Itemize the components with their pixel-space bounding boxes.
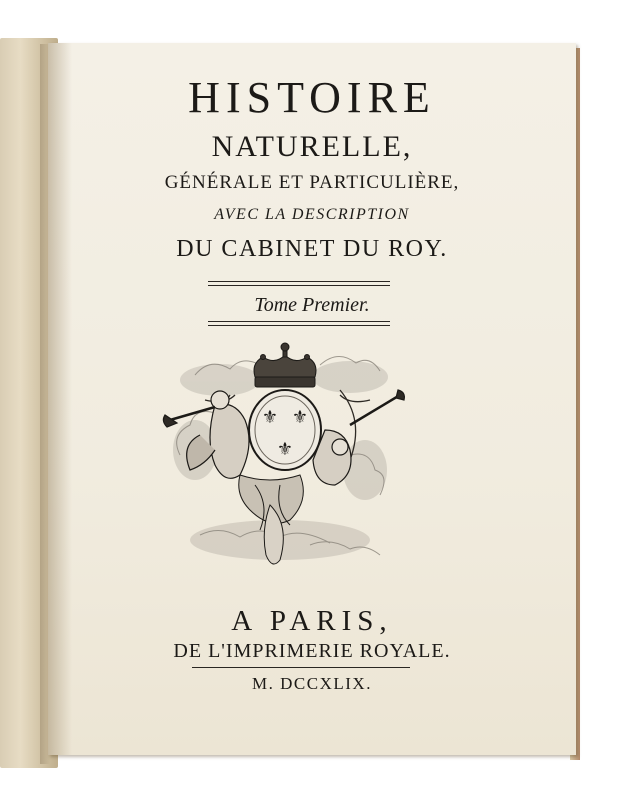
title-line-avec: AVEC LA DESCRIPTION <box>214 206 410 223</box>
svg-text:⚜: ⚜ <box>276 439 294 460</box>
upper-rule-bottom <box>208 285 390 286</box>
title-line-generale: GÉNÉRALE ET PARTICULIÈRE, <box>164 172 460 193</box>
royal-arms-vignette-icon <box>160 335 410 585</box>
svg-text:⚜: ⚜ <box>261 407 279 428</box>
title-line-cabinet: DU CABINET DU ROY. <box>176 236 448 262</box>
svg-text:⚜: ⚜ <box>291 407 309 428</box>
volume-label: Tome Premier. <box>254 294 370 316</box>
imprint-date: M. DCCXLIX. <box>252 674 372 693</box>
title-line-histoire: HISTOIRE <box>188 73 436 122</box>
upper-rule-top <box>208 281 390 282</box>
imprint-printer: DE L'IMPRIMERIE ROYALE. <box>173 640 451 662</box>
title-line-naturelle: NATURELLE, <box>211 130 413 163</box>
imprint-place: A PARIS, <box>231 605 393 637</box>
lower-rule-bottom <box>208 325 390 326</box>
imprint-rule <box>192 667 410 668</box>
lower-rule-top <box>208 321 390 322</box>
